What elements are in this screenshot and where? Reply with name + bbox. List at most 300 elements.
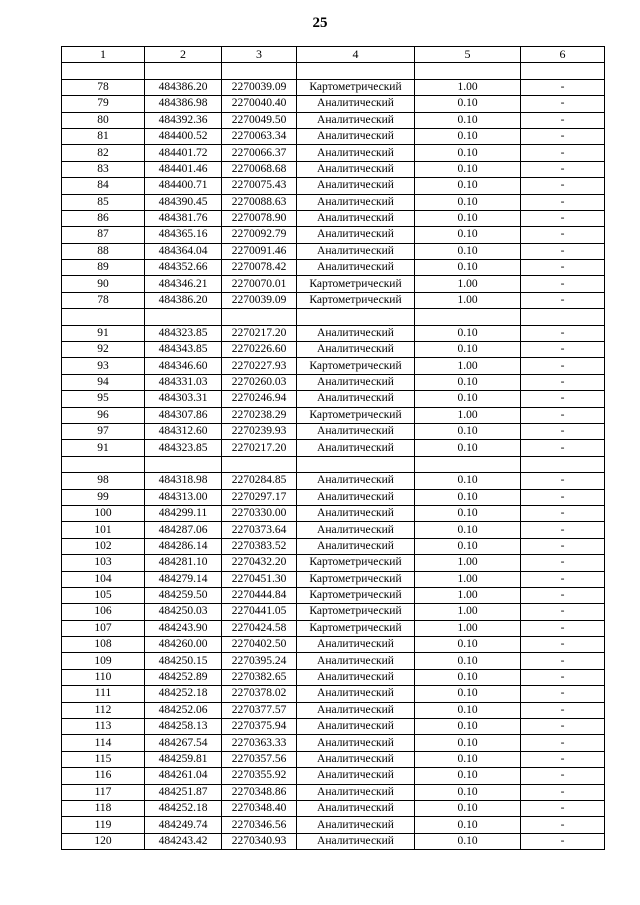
table-cell-col-1: 102 (62, 538, 145, 554)
table-cell-col-1: 103 (62, 555, 145, 571)
empty-cell (521, 456, 605, 472)
empty-cell (222, 309, 297, 325)
table-cell-col-3: 2270246.94 (222, 391, 297, 407)
table-row (62, 260, 605, 276)
table-cell-col-1: 78 (62, 79, 145, 95)
empty-cell (62, 456, 145, 472)
table-cell-col-5: 0.10 (415, 128, 521, 144)
table-cell-col-5: 0.10 (415, 391, 521, 407)
table-cell-col-4: Аналитический (297, 96, 415, 112)
table-cell-col-4: Аналитический (297, 325, 415, 341)
table-cell-col-3: 2270340.93 (222, 833, 297, 849)
table-cell-col-5: 0.10 (415, 686, 521, 702)
table-cell-col-2: 484259.50 (145, 587, 222, 603)
table-row (62, 440, 605, 456)
table-cell-col-6: - (521, 276, 605, 292)
table-cell-col-1: 90 (62, 276, 145, 292)
table-cell-col-6: - (521, 702, 605, 718)
table-cell-col-1: 95 (62, 391, 145, 407)
table-row (62, 210, 605, 226)
table-cell-col-2: 484401.46 (145, 161, 222, 177)
table-cell-col-6: - (521, 145, 605, 161)
table-cell-col-4: Аналитический (297, 260, 415, 276)
table-cell-col-5: 1.00 (415, 79, 521, 95)
table-cell-col-6: - (521, 604, 605, 620)
table-cell-col-4: Аналитический (297, 800, 415, 816)
table-cell-col-4: Картометрический (297, 604, 415, 620)
table-cell-col-2: 484401.72 (145, 145, 222, 161)
table-row (62, 505, 605, 521)
table-cell-col-1: 109 (62, 653, 145, 669)
table-cell-col-3: 2270382.65 (222, 669, 297, 685)
empty-cell (62, 63, 145, 79)
table-cell-col-3: 2270297.17 (222, 489, 297, 505)
table-row (62, 276, 605, 292)
table-cell-col-2: 484252.89 (145, 669, 222, 685)
empty-cell (297, 456, 415, 472)
table-cell-col-2: 484386.20 (145, 79, 222, 95)
empty-cell (521, 309, 605, 325)
table-header-row (62, 47, 605, 63)
table-cell-col-2: 484249.74 (145, 817, 222, 833)
table-cell-col-3: 2270075.43 (222, 178, 297, 194)
table-cell-col-6: - (521, 194, 605, 210)
table-cell-col-5: 0.10 (415, 538, 521, 554)
table-cell-col-6: - (521, 735, 605, 751)
table-row (62, 96, 605, 112)
table-row (62, 768, 605, 784)
table-cell-col-5: 0.10 (415, 735, 521, 751)
table-cell-col-4: Аналитический (297, 784, 415, 800)
header-col-2: 2 (145, 47, 222, 63)
table-cell-col-2: 484346.60 (145, 358, 222, 374)
table-cell-col-5: 0.10 (415, 227, 521, 243)
table-cell-col-4: Аналитический (297, 128, 415, 144)
table-cell-col-1: 91 (62, 325, 145, 341)
table-row (62, 342, 605, 358)
table-row (62, 227, 605, 243)
table-row (62, 522, 605, 538)
table-cell-col-6: - (521, 112, 605, 128)
table-cell-col-3: 2270348.86 (222, 784, 297, 800)
table-cell-col-3: 2270227.93 (222, 358, 297, 374)
table-cell-col-1: 116 (62, 768, 145, 784)
table-cell-col-2: 484251.87 (145, 784, 222, 800)
table-row (62, 178, 605, 194)
table-cell-col-4: Аналитический (297, 719, 415, 735)
table-cell-col-2: 484331.03 (145, 374, 222, 390)
table-cell-col-3: 2270444.84 (222, 587, 297, 603)
page-number: 25 (312, 15, 328, 31)
table-cell-col-5: 0.10 (415, 669, 521, 685)
table-cell-col-5: 1.00 (415, 292, 521, 308)
table-cell-col-6: - (521, 325, 605, 341)
table-cell-col-4: Аналитический (297, 702, 415, 718)
table-cell-col-4: Картометрический (297, 358, 415, 374)
table-cell-col-1: 114 (62, 735, 145, 751)
table-cell-col-1: 88 (62, 243, 145, 259)
table-cell-col-1: 93 (62, 358, 145, 374)
table-cell-col-4: Картометрический (297, 292, 415, 308)
table-cell-col-6: - (521, 79, 605, 95)
table-cell-col-3: 2270375.94 (222, 719, 297, 735)
table-cell-col-4: Аналитический (297, 243, 415, 259)
table-cell-col-2: 484364.04 (145, 243, 222, 259)
table-cell-col-6: - (521, 489, 605, 505)
table-cell-col-1: 97 (62, 423, 145, 439)
table-cell-col-3: 2270078.42 (222, 260, 297, 276)
table-cell-col-4: Картометрический (297, 555, 415, 571)
table-cell-col-6: - (521, 210, 605, 226)
table-cell-col-6: - (521, 637, 605, 653)
table-row (62, 735, 605, 751)
table-cell-col-2: 484279.14 (145, 571, 222, 587)
table-cell-col-2: 484243.42 (145, 833, 222, 849)
table-cell-col-1: 86 (62, 210, 145, 226)
table-cell-col-4: Аналитический (297, 653, 415, 669)
table-row (62, 79, 605, 95)
table-cell-col-5: 0.10 (415, 768, 521, 784)
table-cell-col-6: - (521, 817, 605, 833)
table-cell-col-4: Картометрический (297, 587, 415, 603)
table-cell-col-4: Аналитический (297, 473, 415, 489)
table-row (62, 637, 605, 653)
table-cell-col-3: 2270063.34 (222, 128, 297, 144)
table-cell-col-6: - (521, 292, 605, 308)
table-cell-col-6: - (521, 751, 605, 767)
table-cell-col-1: 79 (62, 96, 145, 112)
table-cell-col-4: Аналитический (297, 751, 415, 767)
table-cell-col-5: 1.00 (415, 407, 521, 423)
table-cell-col-4: Аналитический (297, 489, 415, 505)
table-cell-col-1: 91 (62, 440, 145, 456)
table-cell-col-4: Аналитический (297, 768, 415, 784)
table-cell-col-4: Аналитический (297, 194, 415, 210)
table-cell-col-2: 484252.06 (145, 702, 222, 718)
table-cell-col-3: 2270092.79 (222, 227, 297, 243)
table-cell-col-5: 1.00 (415, 358, 521, 374)
table-cell-col-1: 85 (62, 194, 145, 210)
empty-cell (415, 456, 521, 472)
table-cell-col-2: 484346.21 (145, 276, 222, 292)
table-row (62, 194, 605, 210)
table-cell-col-1: 96 (62, 407, 145, 423)
empty-cell (222, 456, 297, 472)
table-cell-col-2: 484281.10 (145, 555, 222, 571)
table-cell-col-2: 484303.31 (145, 391, 222, 407)
table-cell-col-1: 119 (62, 817, 145, 833)
table-row (62, 423, 605, 439)
table-row (62, 587, 605, 603)
table-cell-col-4: Аналитический (297, 374, 415, 390)
table-cell-col-3: 2270441.05 (222, 604, 297, 620)
table-cell-col-6: - (521, 538, 605, 554)
table-cell-col-1: 87 (62, 227, 145, 243)
table-cell-col-4: Картометрический (297, 407, 415, 423)
table-row (62, 719, 605, 735)
table-cell-col-4: Аналитический (297, 145, 415, 161)
table-cell-col-4: Аналитический (297, 423, 415, 439)
table-cell-col-3: 2270039.09 (222, 292, 297, 308)
table-cell-col-3: 2270377.57 (222, 702, 297, 718)
table-cell-col-6: - (521, 161, 605, 177)
table-cell-col-5: 0.10 (415, 194, 521, 210)
table-cell-col-1: 98 (62, 473, 145, 489)
table-cell-col-5: 0.10 (415, 96, 521, 112)
table-cell-col-5: 0.10 (415, 522, 521, 538)
table-cell-col-2: 484343.85 (145, 342, 222, 358)
table-cell-col-2: 484386.98 (145, 96, 222, 112)
table-cell-col-4: Аналитический (297, 342, 415, 358)
table-cell-col-4: Аналитический (297, 391, 415, 407)
table-row (62, 817, 605, 833)
table-row (62, 128, 605, 144)
table-cell-col-2: 484318.98 (145, 473, 222, 489)
header-col-5: 5 (415, 47, 521, 63)
table-cell-col-4: Аналитический (297, 227, 415, 243)
table-row (62, 784, 605, 800)
table-cell-col-6: - (521, 374, 605, 390)
table-cell-col-3: 2270346.56 (222, 817, 297, 833)
table-cell-col-6: - (521, 719, 605, 735)
table-row (62, 473, 605, 489)
table-cell-col-6: - (521, 423, 605, 439)
table-row (62, 833, 605, 849)
table-cell-col-2: 484261.04 (145, 768, 222, 784)
coordinates-table (61, 46, 605, 850)
table-cell-col-4: Аналитический (297, 637, 415, 653)
table-cell-col-3: 2270330.00 (222, 505, 297, 521)
table-row (62, 292, 605, 308)
table-cell-col-6: - (521, 505, 605, 521)
table-cell-col-4: Картометрический (297, 79, 415, 95)
table-row (62, 407, 605, 423)
table-cell-col-1: 82 (62, 145, 145, 161)
table-cell-col-6: - (521, 178, 605, 194)
table-cell-col-6: - (521, 555, 605, 571)
table-row (62, 374, 605, 390)
table-cell-col-5: 0.10 (415, 374, 521, 390)
table-cell-col-6: - (521, 407, 605, 423)
table-cell-col-2: 484390.45 (145, 194, 222, 210)
table-cell-col-2: 484258.13 (145, 719, 222, 735)
table-cell-col-1: 101 (62, 522, 145, 538)
table-cell-col-3: 2270260.03 (222, 374, 297, 390)
table-cell-col-6: - (521, 391, 605, 407)
table-cell-col-3: 2270068.68 (222, 161, 297, 177)
table-cell-col-3: 2270357.56 (222, 751, 297, 767)
table-cell-col-4: Аналитический (297, 178, 415, 194)
table-cell-col-5: 0.10 (415, 342, 521, 358)
table-cell-col-3: 2270049.50 (222, 112, 297, 128)
table-cell-col-2: 484250.03 (145, 604, 222, 620)
table-cell-col-1: 118 (62, 800, 145, 816)
table-cell-col-5: 0.10 (415, 505, 521, 521)
table-cell-col-5: 0.10 (415, 145, 521, 161)
table-cell-col-5: 0.10 (415, 260, 521, 276)
table-cell-col-4: Картометрический (297, 276, 415, 292)
table-cell-col-1: 107 (62, 620, 145, 636)
table-cell-col-5: 0.10 (415, 751, 521, 767)
table-cell-col-6: - (521, 800, 605, 816)
table-cell-col-5: 0.10 (415, 489, 521, 505)
table-row (62, 243, 605, 259)
table-cell-col-6: - (521, 96, 605, 112)
table-cell-col-1: 80 (62, 112, 145, 128)
table-cell-col-4: Аналитический (297, 735, 415, 751)
table-cell-col-1: 115 (62, 751, 145, 767)
table-cell-col-5: 0.10 (415, 817, 521, 833)
table-row (62, 653, 605, 669)
table-cell-col-6: - (521, 784, 605, 800)
table-cell-col-6: - (521, 473, 605, 489)
table-cell-col-4: Аналитический (297, 817, 415, 833)
table-cell-col-6: - (521, 587, 605, 603)
table-cell-col-6: - (521, 833, 605, 849)
separator-row (62, 309, 605, 325)
table-cell-col-3: 2270066.37 (222, 145, 297, 161)
coordinates-table-body (62, 47, 605, 850)
table-cell-col-6: - (521, 653, 605, 669)
table-cell-col-3: 2270424.58 (222, 620, 297, 636)
table-cell-col-6: - (521, 227, 605, 243)
table-cell-col-1: 117 (62, 784, 145, 800)
table-cell-col-5: 1.00 (415, 604, 521, 620)
table-cell-col-1: 99 (62, 489, 145, 505)
table-cell-col-2: 484307.86 (145, 407, 222, 423)
table-cell-col-2: 484352.66 (145, 260, 222, 276)
table-cell-col-3: 2270039.09 (222, 79, 297, 95)
table-cell-col-2: 484267.54 (145, 735, 222, 751)
table-cell-col-5: 0.10 (415, 243, 521, 259)
table-cell-col-4: Картометрический (297, 620, 415, 636)
separator-row (62, 63, 605, 79)
table-cell-col-2: 484386.20 (145, 292, 222, 308)
table-cell-col-3: 2270088.63 (222, 194, 297, 210)
table-row (62, 604, 605, 620)
header-col-3: 3 (222, 47, 297, 63)
table-cell-col-2: 484312.60 (145, 423, 222, 439)
separator-row (62, 456, 605, 472)
table-cell-col-2: 484392.36 (145, 112, 222, 128)
table-cell-col-6: - (521, 358, 605, 374)
table-cell-col-4: Аналитический (297, 440, 415, 456)
table-cell-col-2: 484400.71 (145, 178, 222, 194)
table-cell-col-5: 0.10 (415, 800, 521, 816)
table-cell-col-2: 484299.11 (145, 505, 222, 521)
table-cell-col-2: 484313.00 (145, 489, 222, 505)
table-cell-col-6: - (521, 768, 605, 784)
table-cell-col-2: 484286.14 (145, 538, 222, 554)
table-cell-col-1: 84 (62, 178, 145, 194)
empty-cell (222, 63, 297, 79)
table-row (62, 325, 605, 341)
table-cell-col-5: 0.10 (415, 473, 521, 489)
table-cell-col-1: 94 (62, 374, 145, 390)
table-cell-col-1: 104 (62, 571, 145, 587)
table-cell-col-3: 2270432.20 (222, 555, 297, 571)
table-cell-col-6: - (521, 260, 605, 276)
empty-cell (297, 63, 415, 79)
table-cell-col-2: 484252.18 (145, 800, 222, 816)
table-cell-col-2: 484252.18 (145, 686, 222, 702)
table-cell-col-5: 0.10 (415, 653, 521, 669)
table-cell-col-1: 112 (62, 702, 145, 718)
table-row (62, 391, 605, 407)
table-cell-col-5: 1.00 (415, 587, 521, 603)
table-row (62, 702, 605, 718)
table-cell-col-6: - (521, 522, 605, 538)
table-cell-col-5: 1.00 (415, 620, 521, 636)
table-cell-col-5: 0.10 (415, 178, 521, 194)
table-cell-col-5: 0.10 (415, 833, 521, 849)
table-row (62, 161, 605, 177)
table-cell-col-6: - (521, 686, 605, 702)
table-cell-col-2: 484323.85 (145, 325, 222, 341)
table-row (62, 112, 605, 128)
table-cell-col-4: Аналитический (297, 833, 415, 849)
header-col-4: 4 (297, 47, 415, 63)
table-cell-col-2: 484250.15 (145, 653, 222, 669)
table-cell-col-1: 89 (62, 260, 145, 276)
table-cell-col-2: 484259.81 (145, 751, 222, 767)
table-row (62, 751, 605, 767)
table-cell-col-4: Аналитический (297, 161, 415, 177)
table-cell-col-1: 110 (62, 669, 145, 685)
table-cell-col-2: 484365.16 (145, 227, 222, 243)
table-row (62, 800, 605, 816)
table-cell-col-6: - (521, 571, 605, 587)
table-cell-col-2: 484260.00 (145, 637, 222, 653)
table-cell-col-3: 2270238.29 (222, 407, 297, 423)
table-cell-col-3: 2270284.85 (222, 473, 297, 489)
table-cell-col-3: 2270226.60 (222, 342, 297, 358)
table-cell-col-6: - (521, 440, 605, 456)
empty-cell (297, 309, 415, 325)
table-cell-col-1: 81 (62, 128, 145, 144)
table-cell-col-3: 2270373.64 (222, 522, 297, 538)
empty-cell (415, 309, 521, 325)
table-cell-col-3: 2270078.90 (222, 210, 297, 226)
table-cell-col-1: 100 (62, 505, 145, 521)
table-cell-col-3: 2270217.20 (222, 440, 297, 456)
table-cell-col-5: 0.10 (415, 161, 521, 177)
table-cell-col-5: 0.10 (415, 440, 521, 456)
table-cell-col-5: 0.10 (415, 784, 521, 800)
empty-cell (521, 63, 605, 79)
table-cell-col-3: 2270395.24 (222, 653, 297, 669)
header-col-1: 1 (62, 47, 145, 63)
table-cell-col-4: Аналитический (297, 669, 415, 685)
table-row (62, 555, 605, 571)
table-cell-col-6: - (521, 342, 605, 358)
table-cell-col-2: 484287.06 (145, 522, 222, 538)
empty-cell (62, 309, 145, 325)
table-cell-col-1: 113 (62, 719, 145, 735)
table-cell-col-3: 2270239.93 (222, 423, 297, 439)
table-cell-col-2: 484381.76 (145, 210, 222, 226)
table-cell-col-1: 83 (62, 161, 145, 177)
table-cell-col-1: 120 (62, 833, 145, 849)
table-cell-col-3: 2270091.46 (222, 243, 297, 259)
table-cell-col-1: 92 (62, 342, 145, 358)
table-cell-col-1: 106 (62, 604, 145, 620)
table-cell-col-4: Аналитический (297, 505, 415, 521)
table-cell-col-5: 0.10 (415, 423, 521, 439)
table-cell-col-4: Картометрический (297, 571, 415, 587)
table-cell-col-5: 0.10 (415, 325, 521, 341)
table-row (62, 686, 605, 702)
